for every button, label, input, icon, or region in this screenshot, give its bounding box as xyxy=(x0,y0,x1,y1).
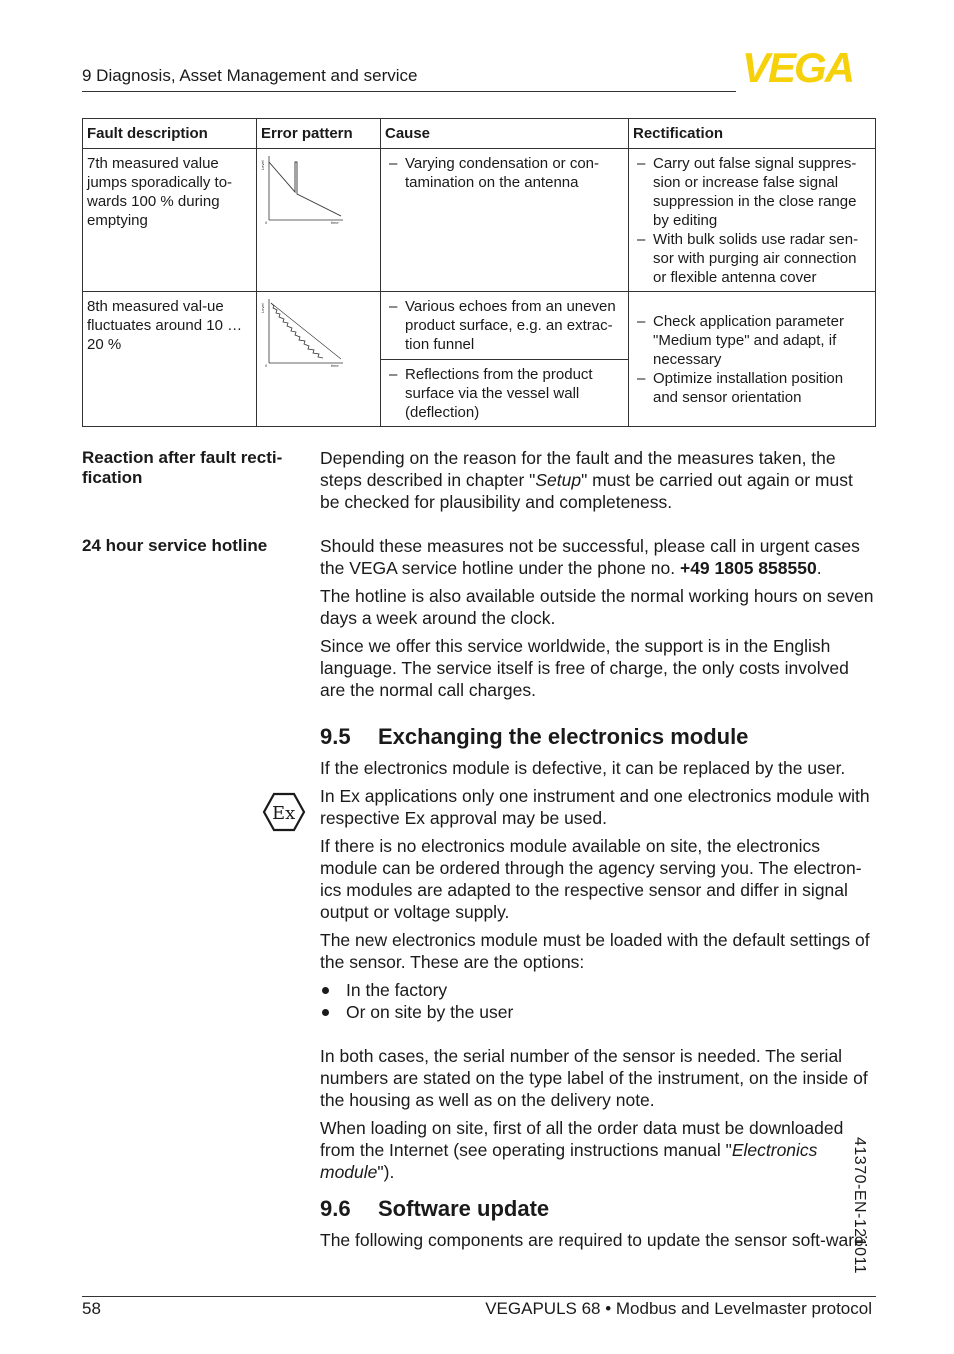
rectification-item: – Check application parameter "Medium type" and adapt, if necessary xyxy=(633,312,871,369)
ex-approval-icon xyxy=(262,792,306,837)
hotline-phone: +49 1805 858550 xyxy=(679,558,817,578)
fault-description: 7th measured value jumps sporadically to-wards 100 % during emptying xyxy=(83,149,257,292)
rectification-item: – Optimize installation position and sensor orientation xyxy=(633,369,871,407)
error-pattern xyxy=(257,149,381,292)
section-heading-9-6: 9.6 Software update xyxy=(320,1196,550,1221)
hotline-label: 24 hour service hotline xyxy=(82,536,268,555)
col-header-fault: Fault description xyxy=(83,119,257,149)
hotline-text: Should these measures not be successful, please call in urgent cases the VEGA service hotline under the phone no. +49 1805 858550. The hotline is also available outside the normal working hours on seven days a week around the clock. Since we offer this service worldwide, the support is in the English language. The service itself is free of charge, the only costs involved are the normal call charges. xyxy=(320,536,874,700)
section-9-5-body: If the electronics module is defective, it can be replaced by the user. In Ex applications only one instrument and one electronics module with respective Ex approval may be used. If there is no electronics module available on site, the electronics module can be ordered through the agency serving you. The electron-ics modules are adapted to the respective sensor and differ in signal output or voltage supply. The new electronics module must be loaded with the default settings of the sensor. These are the options: In the factory Or on site by the user In both cases, the serial number of the sensor is needed. The serial numbers are stated on the type label of the instrument, on the inside of the housing as well as on the delivery note. When loading on site, first of all the order data must be downloaded from the Internet (see operating instructions manual "Electronics module"). xyxy=(320,757,876,1189)
fault-description: 8th measured val-ue fluctuates around 10 … 20 % xyxy=(83,292,257,427)
vega-logo xyxy=(742,44,874,91)
origin-label: 0 xyxy=(265,220,268,225)
col-header-cause: Cause xyxy=(381,119,629,149)
table-row xyxy=(83,149,876,292)
cause-item: – Various echoes from an uneven product surface, e.g. an extrac-tion funnel xyxy=(385,297,624,354)
rectification-cell xyxy=(629,149,876,292)
reaction-text: Depending on the reason for the fault and the measures taken, the steps described in chapter "Setup" must be carried out again or must be checked for plausibility and completeness. xyxy=(320,448,853,512)
cause-item: – Varying condensation or con-tamination on the antenna xyxy=(385,154,624,192)
footer-rule xyxy=(82,1296,876,1297)
cause-cell xyxy=(381,292,629,360)
error-pattern-chart-1 xyxy=(261,154,345,224)
error-pattern-chart-2 xyxy=(261,297,345,367)
rectification-cell xyxy=(629,292,876,427)
x-axis-label: time xyxy=(331,220,339,225)
vega-logo-text: VEGA xyxy=(742,44,854,91)
col-header-rectification: Rectification xyxy=(629,119,876,149)
col-header-pattern: Error pattern xyxy=(257,119,381,149)
cause-cell xyxy=(381,149,629,292)
list-item: In the factory xyxy=(320,979,876,1001)
rectification-item: – With bulk solids use radar sen-sor with purging air connection or flexible antenna cover xyxy=(633,230,871,287)
document-id: 41370-EN-121011 xyxy=(851,1137,868,1275)
section-heading-9-5: 9.5 Exchanging the electronics module xyxy=(320,724,749,749)
y-axis-label: Level xyxy=(260,303,265,313)
y-axis-label: Level xyxy=(260,160,265,170)
x-axis-label: time xyxy=(331,363,339,368)
running-header: 9 Diagnosis, Asset Management and service xyxy=(82,66,418,85)
list-item: Or on site by the user xyxy=(320,1001,876,1023)
footer-title: VEGAPULS 68 • Modbus and Levelmaster protocol xyxy=(485,1299,872,1318)
section-9-6-body: The following components are required to update the sensor soft-ware: xyxy=(320,1230,869,1250)
cause-item: – Reflections from the product surface via the vessel wall (deflection) xyxy=(385,365,624,422)
cause-cell xyxy=(381,360,629,427)
reaction-label: Reaction after fault recti-fication xyxy=(82,448,283,487)
svg-text:Ex: Ex xyxy=(272,803,296,824)
fault-table xyxy=(82,118,876,427)
error-pattern xyxy=(257,292,381,427)
rectification-item: – Carry out false signal suppres-sion or increase false signal suppression in the close range by editing xyxy=(633,154,871,230)
header-rule xyxy=(82,91,736,92)
table-row xyxy=(83,292,876,360)
page-number: 58 xyxy=(82,1299,101,1318)
origin-label: 0 xyxy=(265,363,268,368)
